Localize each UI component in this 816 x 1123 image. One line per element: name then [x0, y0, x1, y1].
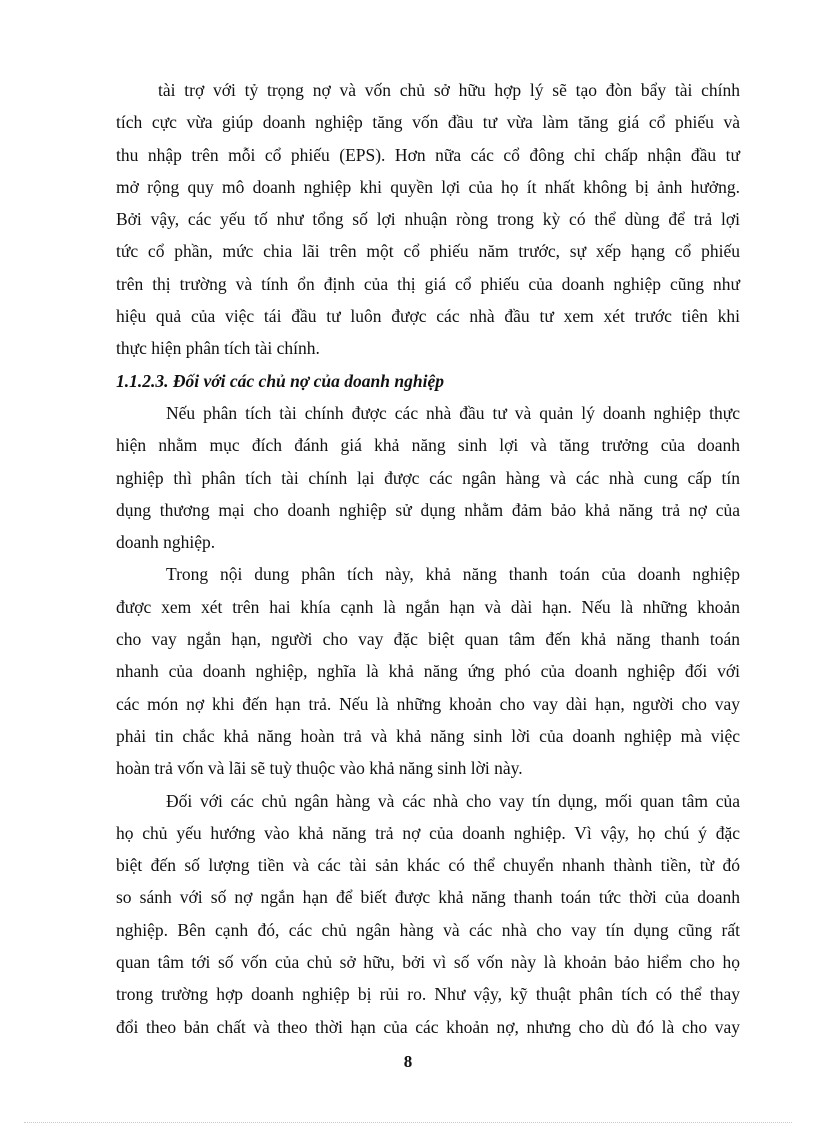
text-line: mở rộng quy mô doanh nghiệp khi quyền lợi của họ ít nhất không bị ảnh hưởng. — [116, 176, 740, 197]
text-line: trên thị trường và tính ổn định của thị giá cổ phiếu của doanh nghiệp cũng như — [116, 273, 740, 294]
text-line: nghiệp thì phân tích tài chính lại được các ngân hàng và các nhà cung cấp tín — [116, 467, 740, 488]
text-line: quan tâm tới số vốn của chủ sở hữu, bởi vì số vốn này là khoản bảo hiểm cho họ — [116, 952, 740, 973]
section-heading: 1.1.2.3. Đối với các chủ nợ của doanh nghiệp — [116, 370, 444, 391]
text-line: họ chủ yếu hướng vào khả năng trả nợ của doanh nghiệp. Vì vậy, họ chú ý đặc — [116, 822, 740, 843]
text-line: các món nợ khi đến hạn trả. Nếu là những khoản cho vay dài hạn, người cho vay — [116, 693, 740, 714]
text-line: nhanh của doanh nghiệp, nghĩa là khả năng ứng phó của doanh nghiệp đối với — [116, 661, 740, 682]
text-line: trong trường hợp doanh nghiệp bị rủi ro. Như vậy, kỹ thuật phân tích có thể thay — [116, 984, 740, 1005]
text-line: Trong nội dung phân tích này, khả năng thanh toán của doanh nghiệp — [166, 564, 740, 585]
text-line: nghiệp. Bên cạnh đó, các chủ ngân hàng và các nhà cho vay tín dụng cũng rất — [116, 919, 740, 940]
text-line: hoàn trả vốn và lãi sẽ tuỳ thuộc vào khả năng sinh lời này. — [116, 758, 523, 779]
text-line: thu nhập trên mỗi cổ phiếu (EPS). Hơn nữa các cổ đông chỉ chấp nhận đầu tư — [116, 144, 740, 165]
page-number: 8 — [403, 1052, 413, 1071]
text-line: so sánh với số nợ ngắn hạn để biết được khả năng thanh toán tức thời của doanh — [116, 887, 740, 908]
text-line: hiện nhằm mục đích đánh giá khả năng sinh lợi và tăng trưởng của doanh — [116, 435, 740, 456]
text-line: phải tin chắc khả năng hoàn trả và khả năng sinh lời của doanh nghiệp mà việc — [116, 725, 740, 746]
text-line: hiệu quả của việc tái đầu tư luôn được các nhà đầu tư xem xét trước tiên khi — [116, 306, 740, 327]
text-line: đổi theo bản chất và theo thời hạn của các khoản nợ, nhưng cho dù đó là cho vay — [116, 1016, 740, 1037]
text-line: Bởi vậy, các yếu tố như tổng số lợi nhuận ròng trong kỳ có thể dùng để trả lợi — [116, 209, 740, 230]
text-line: dụng thương mại cho doanh nghiệp sử dụng nhằm đảm bảo khả năng trả nợ của — [116, 499, 740, 520]
text-line: tài trợ với tỷ trọng nợ và vốn chủ sở hữu hợp lý sẽ tạo đòn bẩy tài chính — [158, 80, 740, 100]
text-line: tức cổ phần, mức chia lãi trên một cổ phiếu năm trước, sự xếp hạng cổ phiếu — [116, 241, 740, 262]
body-text — [116, 74, 740, 1043]
text-line: cho vay ngắn hạn, người cho vay đặc biệt quan tâm đến khả năng thanh toán — [116, 629, 740, 650]
text-line: Nếu phân tích tài chính được các nhà đầu tư và quản lý doanh nghiệp thực — [166, 402, 740, 423]
text-line: doanh nghiệp. — [116, 532, 216, 553]
text-line: Đối với các chủ ngân hàng và các nhà cho vay tín dụng, mối quan tâm của — [166, 790, 740, 811]
text-line: được xem xét trên hai khía cạnh là ngắn hạn và dài hạn. Nếu là những khoản — [116, 596, 740, 617]
text-line: tích cực vừa giúp doanh nghiệp tăng vốn đầu tư vừa làm tăng giá cổ phiếu và — [116, 112, 740, 133]
text-line: thực hiện phân tích tài chính. — [116, 338, 320, 359]
text-line: biệt đến số lượng tiền và các tài sản khác có thể chuyển nhanh thành tiền, từ đó — [116, 855, 740, 876]
